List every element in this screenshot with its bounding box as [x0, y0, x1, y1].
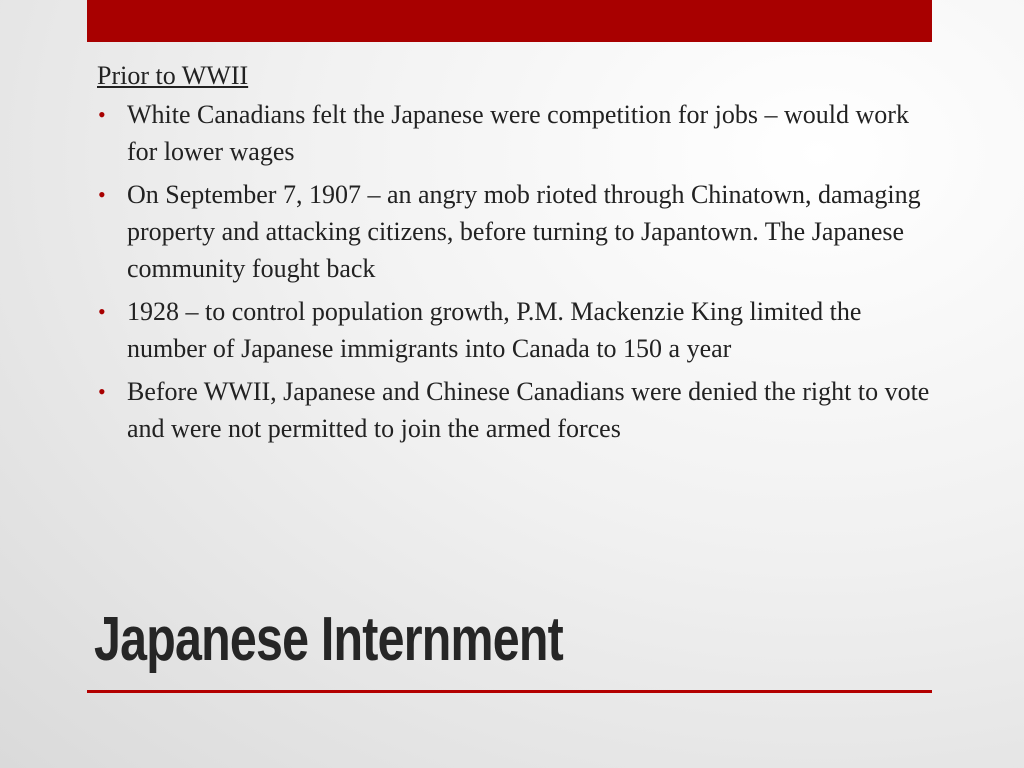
bullet-list	[97, 96, 937, 447]
bullet-dot-icon: •	[98, 299, 106, 324]
bullet-text: Before WWII, Japanese and Chinese Canadians were denied the right to vote and were not permitted to join the armed forces	[127, 377, 930, 443]
bullet-item	[97, 293, 937, 367]
bullet-text: 1928 – to control population growth, P.M. Mackenzie King limited the number of Japanese immigrants into Canada to 150 a year	[127, 297, 862, 363]
title-underline-rule	[87, 690, 932, 693]
bullet-text: On September 7, 1907 – an angry mob rioted through Chinatown, damaging property and attacking citizens, before turning to Japantown. The Japanese community fought back	[127, 180, 921, 283]
bullet-dot-icon: •	[98, 379, 106, 404]
slide-body	[97, 58, 937, 453]
bullet-text: White Canadians felt the Japanese were competition for jobs – would work for lower wages	[127, 100, 909, 166]
subheading: Prior to WWII	[97, 61, 249, 90]
top-accent-bar	[87, 0, 932, 42]
bullet-item	[97, 176, 937, 287]
bullet-dot-icon: •	[98, 102, 106, 127]
slide-title: Japanese Internment	[94, 605, 563, 674]
bullet-item	[97, 96, 937, 170]
bullet-dot-icon: •	[98, 182, 106, 207]
bullet-item	[97, 373, 937, 447]
